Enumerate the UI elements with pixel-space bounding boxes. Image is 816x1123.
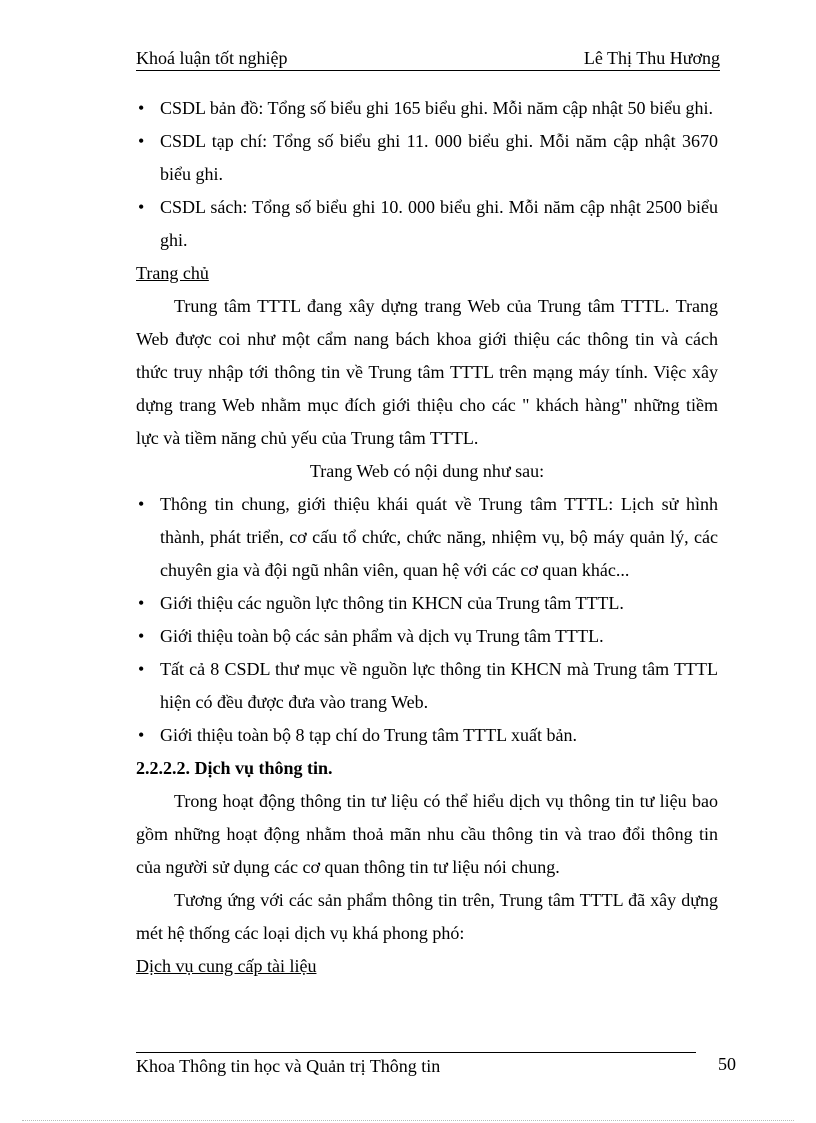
page-number: 50 xyxy=(718,1054,736,1074)
bullet-web-products: • Giới thiệu toàn bộ các sản phẩm và dịch vụ Trung tâm TTTL. xyxy=(136,620,718,653)
paragraph-service-2: Tương ứng với các sản phẩm thông tin trên, Trung tâm TTTL đã xây dựng mét hệ thống các loại dịch vụ khá phong phó: xyxy=(136,890,718,943)
bullet-web-resources: • Giới thiệu các nguồn lực thông tin KHCN của Trung tâm TTTL. xyxy=(136,587,718,620)
bullet-web-journals: • Giới thiệu toàn bộ 8 tạp chí do Trung tâm TTTL xuất bản. xyxy=(136,719,718,752)
section-home-text: Trang chủ xyxy=(136,263,209,283)
bullet-map-db: • CSDL bản đồ: Tổng số biểu ghi 165 biểu ghi. Mỗi năm cập nhật 50 biểu ghi. xyxy=(136,92,718,125)
page-header xyxy=(136,44,720,71)
section-supply-title xyxy=(136,950,718,983)
bullet-web-general: • Thông tin chung, giới thiệu khái quát về Trung tâm TTTL: Lịch sử hình thành, phát triển, cơ cấu tổ chức, chức năng, nhiệm vụ, bộ máy quản lý, các chuyên gia và đội ngũ nhân viên, quan hệ với các cơ quan khác... xyxy=(136,488,718,587)
bullet-book-db: • CSDL sách: Tổng số biểu ghi 10. 000 biểu ghi. Mỗi năm cập nhật 2500 biểu ghi. xyxy=(136,191,718,257)
section-supply-text: Dịch vụ cung cấp tài liệu xyxy=(136,956,317,976)
page-body xyxy=(136,92,718,983)
bullet-web-databases: • Tất cả 8 CSDL thư mục về nguồn lực thông tin KHCN mà Trung tâm TTTL hiện có đều được đưa vào trang Web. xyxy=(136,653,718,719)
section-home-title xyxy=(136,257,718,290)
section-heading-2222: 2.2.2.2. Dịch vụ thông tin. xyxy=(136,758,333,778)
bullet-journal-db: • CSDL tạp chí: Tổng số biểu ghi 11. 000 biểu ghi. Mỗi năm cập nhật 3670 biểu ghi. xyxy=(136,125,718,191)
web-content-title: Trang Web có nội dung như sau: xyxy=(309,461,545,481)
footer-faculty: Khoa Thông tin học và Quản trị Thông tin xyxy=(136,1056,441,1076)
header-thesis-label: Khoá luận tốt nghiệp xyxy=(136,48,288,68)
page-edge-divider xyxy=(22,1120,794,1121)
footer-divider xyxy=(136,1052,696,1053)
header-author-name: Lê Thị Thu Hương xyxy=(583,48,720,68)
paragraph-service-1: Trong hoạt động thông tin tư liệu có thể hiểu dịch vụ thông tin tư liệu bao gồm những hoạt động nhằm thoả mãn nhu cầu thông tin và trao đổi thông tin của người sử dụng các cơ quan thông tin tư liệu nói chung. xyxy=(136,791,718,877)
paragraph-home: Trung tâm TTTL đang xây dựng trang Web của Trung tâm TTTL. Trang Web được coi như một cẩm nang bách khoa giới thiệu các thông tin và cách thức truy nhập tới thông tin về Trung tâm TTTL trên mạng máy tính. Việc xây dựng trang Web nhằm mục đích giới thiệu cho các " khách hàng" những tiềm lực và tiềm năng chủ yếu của Trung tâm TTTL. xyxy=(136,296,718,448)
